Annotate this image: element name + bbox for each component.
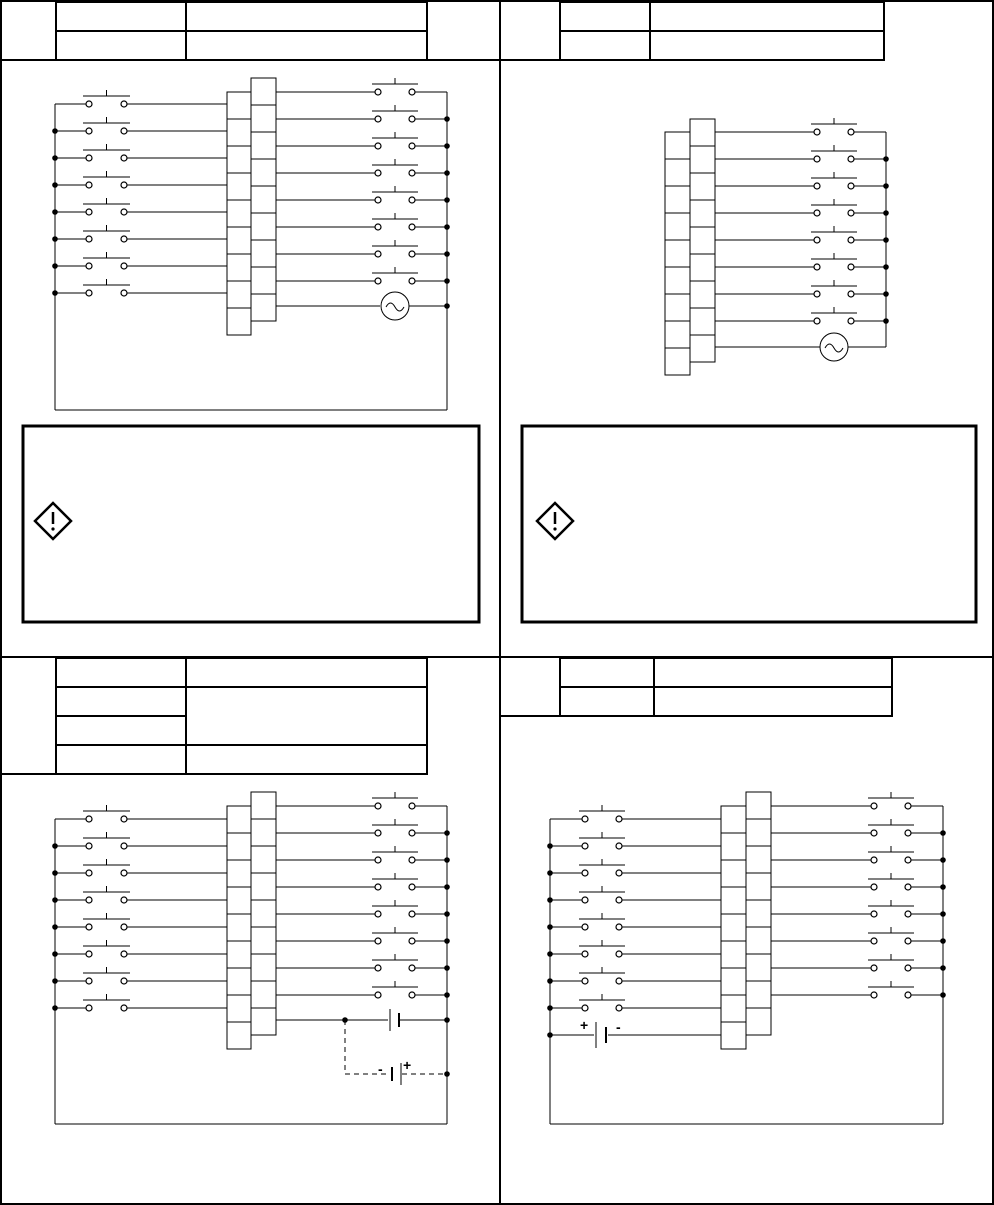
dc-source-symbol xyxy=(596,1022,606,1048)
contact-terminal xyxy=(375,170,381,176)
contact-terminal xyxy=(616,870,622,876)
push-button-switch xyxy=(372,105,418,122)
push-button-switch xyxy=(579,967,625,984)
contact-terminal xyxy=(409,278,415,284)
page-frame xyxy=(1,1,993,1204)
push-button-switch xyxy=(868,819,914,836)
contact-terminal xyxy=(121,128,127,134)
contact-terminal xyxy=(409,89,415,95)
contact-terminal xyxy=(905,830,911,836)
push-button-switch xyxy=(83,279,130,296)
contact-terminal xyxy=(871,830,877,836)
contact-terminal xyxy=(409,251,415,257)
contact-terminal xyxy=(814,237,820,243)
push-button-switch xyxy=(372,132,418,149)
push-button-switch xyxy=(372,927,418,944)
warning-note-top-left xyxy=(23,426,479,622)
minus-mark: - xyxy=(616,1019,621,1035)
ac-source-circle xyxy=(820,333,848,361)
contact-terminal xyxy=(409,992,415,998)
push-button-switch xyxy=(83,994,130,1011)
contact-terminal xyxy=(582,978,588,984)
terminal-block-left xyxy=(721,806,746,1049)
contact-terminal xyxy=(375,251,381,257)
contact-terminal xyxy=(86,897,92,903)
contact-terminal xyxy=(121,816,127,822)
contact-terminal xyxy=(375,938,381,944)
contact-terminal xyxy=(86,951,92,957)
push-button-switch xyxy=(868,981,914,998)
contact-terminal xyxy=(814,318,820,324)
contact-terminal xyxy=(848,291,854,297)
contact-terminal xyxy=(814,264,820,270)
minus-mark: - xyxy=(378,1061,383,1077)
contact-terminal xyxy=(86,263,92,269)
contact-terminal xyxy=(121,843,127,849)
contact-terminal xyxy=(582,897,588,903)
terminal-block-right xyxy=(251,792,276,1035)
contact-terminal xyxy=(905,857,911,863)
push-button-switch xyxy=(579,859,625,876)
push-button-switch xyxy=(372,267,418,284)
contact-terminal xyxy=(121,897,127,903)
header-table-bottom-left xyxy=(1,658,427,774)
terminal-block-outline xyxy=(690,119,715,362)
push-button-switch xyxy=(372,792,418,809)
dc-source-symbol xyxy=(390,1009,399,1031)
warning-diamond-icon xyxy=(537,503,573,539)
contact-terminal xyxy=(121,978,127,984)
contact-terminal xyxy=(616,951,622,957)
contact-terminal xyxy=(409,965,415,971)
push-button-switch xyxy=(579,913,625,930)
terminal-block-right xyxy=(746,792,771,1035)
contact-terminal xyxy=(375,224,381,230)
contact-terminal xyxy=(86,182,92,188)
contact-terminal xyxy=(86,155,92,161)
contact-terminal xyxy=(86,209,92,215)
push-button-switch xyxy=(579,832,625,849)
contact-terminal xyxy=(848,156,854,162)
contact-terminal xyxy=(582,924,588,930)
contact-terminal xyxy=(848,210,854,216)
terminal-block-right xyxy=(690,119,715,362)
contact-terminal xyxy=(375,830,381,836)
contact-terminal xyxy=(582,870,588,876)
push-button-switch xyxy=(372,78,418,95)
contact-terminal xyxy=(814,156,820,162)
contact-terminal xyxy=(121,263,127,269)
contact-terminal xyxy=(905,911,911,917)
push-button-switch xyxy=(868,846,914,863)
contact-terminal xyxy=(871,992,877,998)
terminal-block-right xyxy=(251,78,276,321)
push-button-switch xyxy=(811,307,857,324)
contact-terminal xyxy=(616,978,622,984)
push-button-switch xyxy=(372,213,418,230)
push-button-switch xyxy=(83,90,130,107)
push-button-switch xyxy=(83,940,130,957)
contact-terminal xyxy=(814,183,820,189)
wiring-diagram-top-left xyxy=(52,78,450,410)
contact-terminal xyxy=(409,938,415,944)
contact-terminal xyxy=(582,816,588,822)
header-table-bottom-right xyxy=(500,658,892,716)
contact-terminal xyxy=(86,924,92,930)
terminal-block-outline xyxy=(746,792,771,1035)
terminal-block-outline xyxy=(251,792,276,1035)
push-button-switch xyxy=(811,253,857,270)
contact-terminal xyxy=(814,291,820,297)
contact-terminal xyxy=(121,951,127,957)
push-button-switch xyxy=(83,252,130,269)
push-button-switch xyxy=(372,981,418,998)
contact-terminal xyxy=(871,911,877,917)
contact-terminal xyxy=(582,843,588,849)
contact-terminal xyxy=(375,803,381,809)
contact-terminal xyxy=(848,264,854,270)
ac-source-symbol xyxy=(820,333,848,361)
push-button-switch xyxy=(579,994,625,1011)
contact-terminal xyxy=(871,938,877,944)
contact-terminal xyxy=(121,1005,127,1011)
contact-terminal xyxy=(848,318,854,324)
contact-terminal xyxy=(121,155,127,161)
contact-terminal xyxy=(616,816,622,822)
contact-terminal xyxy=(375,992,381,998)
header-table-top-left xyxy=(1,2,500,60)
push-button-switch xyxy=(811,280,857,297)
push-button-switch xyxy=(811,172,857,189)
terminal-block-outline xyxy=(227,92,251,335)
push-button-switch xyxy=(83,225,130,242)
contact-terminal xyxy=(121,209,127,215)
push-button-switch xyxy=(579,940,625,957)
contact-terminal xyxy=(848,183,854,189)
terminal-block-left xyxy=(227,92,251,335)
push-button-switch xyxy=(811,145,857,162)
push-button-switch xyxy=(372,873,418,890)
warning-diamond-icon xyxy=(35,503,71,539)
contact-terminal xyxy=(871,965,877,971)
push-button-switch xyxy=(372,819,418,836)
contact-terminal xyxy=(375,89,381,95)
terminal-block-outline xyxy=(227,806,251,1049)
contact-terminal xyxy=(86,290,92,296)
contact-terminal xyxy=(905,803,911,809)
push-button-switch xyxy=(579,886,625,903)
contact-terminal xyxy=(375,278,381,284)
contact-terminal xyxy=(848,237,854,243)
contact-terminal xyxy=(375,116,381,122)
push-button-switch xyxy=(868,954,914,971)
contact-terminal xyxy=(86,870,92,876)
contact-terminal xyxy=(616,897,622,903)
contact-terminal xyxy=(905,992,911,998)
contact-terminal xyxy=(905,965,911,971)
warning-note-top-right xyxy=(522,426,976,622)
terminal-block-outline xyxy=(665,132,690,375)
push-button-switch xyxy=(868,792,914,809)
contact-terminal xyxy=(121,182,127,188)
contact-terminal xyxy=(409,857,415,863)
terminal-block-left xyxy=(227,806,251,1049)
header-table-top-right xyxy=(500,2,884,60)
push-button-switch xyxy=(579,805,625,822)
contact-terminal xyxy=(409,116,415,122)
push-button-switch xyxy=(83,805,130,822)
contact-terminal xyxy=(375,911,381,917)
terminal-block-outline xyxy=(251,78,276,321)
push-button-switch xyxy=(372,186,418,203)
contact-terminal xyxy=(86,978,92,984)
contact-terminal xyxy=(616,924,622,930)
push-button-switch xyxy=(83,859,130,876)
contact-terminal xyxy=(121,290,127,296)
contact-terminal xyxy=(86,816,92,822)
contact-terminal xyxy=(121,870,127,876)
contact-terminal xyxy=(375,857,381,863)
push-button-switch xyxy=(811,199,857,216)
push-button-switch xyxy=(868,873,914,890)
contact-terminal xyxy=(86,101,92,107)
push-button-switch xyxy=(868,927,914,944)
contact-terminal xyxy=(409,884,415,890)
contact-terminal xyxy=(86,236,92,242)
push-button-switch xyxy=(83,171,130,188)
contact-terminal xyxy=(848,129,854,135)
contact-terminal xyxy=(905,938,911,944)
ac-source-symbol xyxy=(381,292,409,320)
push-button-switch xyxy=(83,117,130,134)
dc-source-symbol xyxy=(392,1063,401,1085)
push-button-switch xyxy=(811,226,857,243)
contact-terminal xyxy=(871,857,877,863)
terminal-block-outline xyxy=(721,806,746,1049)
contact-terminal xyxy=(409,803,415,809)
contact-terminal xyxy=(616,1005,622,1011)
contact-terminal xyxy=(375,884,381,890)
push-button-switch xyxy=(372,954,418,971)
contact-terminal xyxy=(814,129,820,135)
push-button-switch xyxy=(372,240,418,257)
contact-terminal xyxy=(375,197,381,203)
contact-terminal xyxy=(409,197,415,203)
push-button-switch xyxy=(811,118,857,135)
push-button-switch xyxy=(372,846,418,863)
contact-terminal xyxy=(375,143,381,149)
push-button-switch xyxy=(83,198,130,215)
contact-terminal xyxy=(582,951,588,957)
wiring-diagram-bottom-left xyxy=(52,792,450,1124)
contact-terminal xyxy=(905,884,911,890)
contact-terminal xyxy=(871,803,877,809)
contact-terminal xyxy=(582,1005,588,1011)
push-button-switch xyxy=(83,967,130,984)
contact-terminal xyxy=(814,210,820,216)
contact-terminal xyxy=(375,965,381,971)
contact-terminal xyxy=(409,911,415,917)
push-button-switch xyxy=(83,913,130,930)
wiring-diagram-top-right xyxy=(665,118,889,375)
terminal-block-left xyxy=(665,132,690,375)
contact-terminal xyxy=(121,101,127,107)
ac-source-circle xyxy=(381,292,409,320)
push-button-switch xyxy=(83,832,130,849)
contact-terminal xyxy=(86,843,92,849)
contact-terminal xyxy=(409,830,415,836)
contact-terminal xyxy=(121,236,127,242)
plus-mark: + xyxy=(403,1057,412,1073)
push-button-switch xyxy=(372,159,418,176)
wiring-diagram-bottom-right xyxy=(547,792,946,1124)
contact-terminal xyxy=(409,170,415,176)
contact-terminal xyxy=(871,884,877,890)
contact-terminal xyxy=(409,143,415,149)
contact-terminal xyxy=(86,1005,92,1011)
contact-terminal xyxy=(121,924,127,930)
push-button-switch xyxy=(83,144,130,161)
contact-terminal xyxy=(86,128,92,134)
push-button-switch xyxy=(372,900,418,917)
contact-terminal xyxy=(616,843,622,849)
push-button-switch xyxy=(83,886,130,903)
plus-mark: + xyxy=(580,1017,589,1033)
contact-terminal xyxy=(409,224,415,230)
push-button-switch xyxy=(868,900,914,917)
